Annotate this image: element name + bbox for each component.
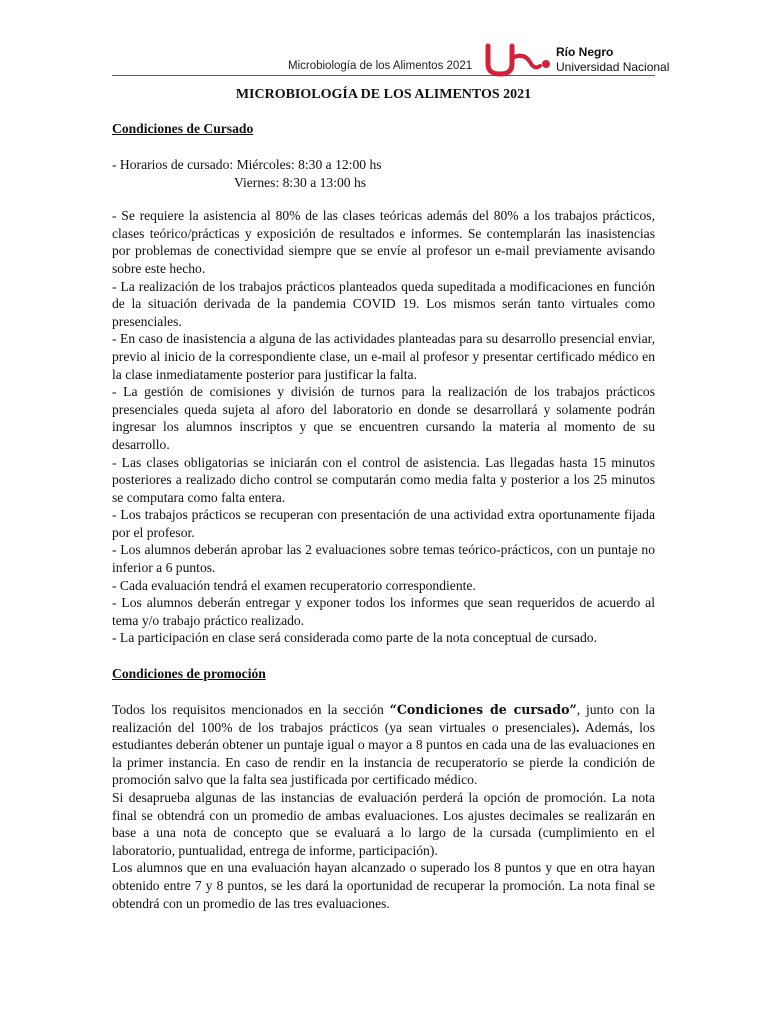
promocion-intro-period: . <box>575 719 580 735</box>
cursado-item: - La realización de los trabajos prácticos planteados queda supeditada a modificaciones en función de la situación derivada de la pandemia COVID 19. Los mismos serán tanto virtuales como presenciales. <box>112 278 655 329</box>
cursado-item: - Las clases obligatorias se iniciarán con el control de asistencia. Las llegadas hasta 15 minutos posteriores a realizado dicho control se computarán como media falta y posterior a los 25 minutos se computara como falta entera. <box>112 454 655 505</box>
cursado-item: - Los trabajos prácticos se recuperan con presentación de una actividad extra oportunamente fijada por el profesor. <box>112 507 655 540</box>
promocion-paragraph: Si desaprueba algunas de las instancias de evaluación perderá la opción de promoción. La nota final se obtendrá con un promedio de ambas evaluaciones. Los ajustes decimales se realizarán en base a una nota de concepto que se evaluará a lo largo de la cursada (cumplimiento en el laboratorio, puntualidad, entrega de informe, participación). <box>112 790 655 858</box>
cursado-item: - Cada evaluación tendrá el examen recuperatorio correspondiente. <box>112 577 476 593</box>
cursado-item: - Los alumnos deberán entregar y exponer todos los informes que sean requeridos de acuerdo al tema y/o trabajo práctico realizado. <box>112 595 655 628</box>
document-body <box>112 86 655 912</box>
cursado-items <box>112 207 655 647</box>
header-course-name: Microbiología de los Alimentos 2021 <box>288 60 473 72</box>
schedule-line-friday: Viernes: 8:30 a 13:00 hs <box>234 174 367 190</box>
promocion-intro-bold: “Condiciones de cursado” <box>389 702 577 718</box>
promocion-intro <box>112 701 655 789</box>
logo-text-universidad: Universidad Nacional <box>556 60 670 74</box>
cursado-item: - En caso de inasistencia a alguna de las actividades planteadas para su desarrollo presencial enviar, previo al inicio de la correspondiente clase, un e-mail al profesor y presentar certificado médico en la clase inmediatamente posterior para justificar la falta. <box>112 331 655 382</box>
promocion-intro-middle: , junto con la realización del 100% de los trabajos prácticos (ya sean virtuales o presenciales) <box>112 702 655 735</box>
promocion-intro-rest: Además, los estudiantes deberán obtener un puntaje igual o mayor a 8 puntos en cada una de las evaluaciones en la primer instancia. En caso de rendir en la instancia de recuperatorio se pierde la condición de promoción salvo que la falta sea justificada por certificado médico. <box>112 719 655 788</box>
promocion-paragraph: Los alumnos que en una evaluación hayan alcanzado o superado los 8 puntos y que en otra hayan obtenido entre 7 y 8 puntos, se les dará la oportunidad de recuperar la promoción. La nota final se obtendrá con un promedio de las tres evaluaciones. <box>112 860 655 911</box>
document-title: MICROBIOLOGÍA DE LOS ALIMENTOS 2021 <box>235 87 532 102</box>
page-header <box>0 0 768 80</box>
university-logo-icon <box>480 40 552 78</box>
header-divider <box>112 75 655 76</box>
schedule-block <box>112 156 655 191</box>
cursado-item: - La gestión de comisiones y división de turnos para la realización de los trabajos prácticos presenciales queda sujeta al aforo del laboratorio en donde se desarrollará y solamente podrán ingresar los alumnos inscriptos y que se encuentren cursando la materia al momento de su desarrollo. <box>112 384 655 452</box>
cursado-heading: Condiciones de Cursado <box>112 121 254 136</box>
cursado-item: - Se requiere la asistencia al 80% de las clases teóricas además del 80% a los trabajos prácticos, clases teórico/prácticas y exposición de resultados e informes. Se contemplarán las inasistencias por problemas de conectividad siempre que se envíe al profesor un e-mail previamente avisando sobre este hecho. <box>112 208 655 276</box>
cursado-item: - La participación en clase será considerada como parte de la nota conceptual de cursado. <box>112 630 597 646</box>
promocion-intro-start: Todos los requisitos mencionados en la sección <box>112 702 390 718</box>
schedule-line-wednesday: - Horarios de cursado: Miércoles: 8:30 a 12:00 hs <box>112 157 382 172</box>
promocion-heading: Condiciones de promoción <box>112 666 266 682</box>
logo-text-rio-negro: Río Negro <box>556 45 614 59</box>
cursado-item: - Los alumnos deberán aprobar las 2 evaluaciones sobre temas teórico-prácticos, con un puntaje no inferior a 6 puntos. <box>112 542 655 576</box>
